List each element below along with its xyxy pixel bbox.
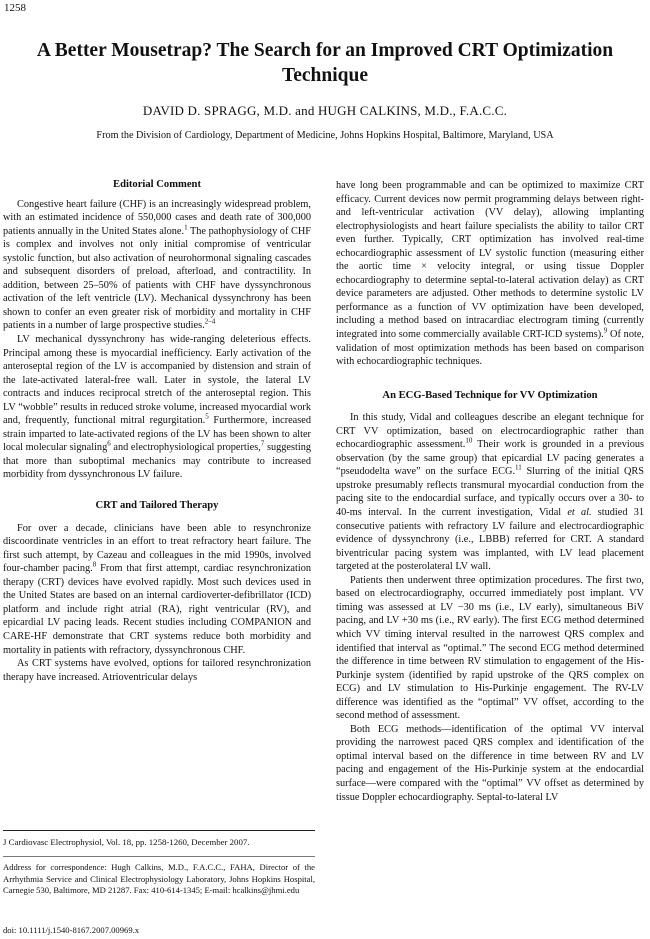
text-run: For over a decade, clinicians have been able to resynchronize discoordinate ventricles in an effort to treat refractory heart failure. The first such attempt, by Cazeau and colleagues in the mid 1990s, involved four-chamber pacing. bbox=[3, 522, 311, 575]
author-affiliation: From the Division of Cardiology, Department of Medicine, Johns Hopkins Hospital, Baltimore, Maryland, USA bbox=[96, 130, 554, 141]
crt-paragraph-1 bbox=[3, 522, 311, 657]
text-run: studied 31 consecutive patients with refractory LV failure and electrocardiographic evidence of dyssynchrony (i.e., LBBB) referred for CRT. A standard biventricular pacing system was implanted, with LV lead placement targeted at the posterolateral LV wall. bbox=[336, 507, 644, 573]
text-run: The pathophysiology of CHF is complex and involves not only initial compromise of ventricular systolic function, but also activation of neurohormonal signaling cascades and subsequent disorders of preload, afterload, and contractility. In addition, between 25–50% of patients with CHF have dyssynchronous activation of the left ventricle (LV). Mechanical dyssynchrony has been shown to confer an even greater risk of morbidity and mortality in CHF patients in a number of large prospective studies. bbox=[3, 225, 311, 332]
reference-marker: 1 bbox=[184, 223, 188, 232]
reference-marker: 2–4 bbox=[204, 318, 216, 327]
section-heading-editorial: Editorial Comment bbox=[113, 179, 201, 190]
text-run: Furthermore, increased strain imparted to late-activated regions of the LV has been shown to alter local molecular signaling bbox=[3, 415, 311, 454]
text-run: As CRT systems have evolved, options for tailored resynchronization therapy have increased. Atrioventricular delays bbox=[3, 658, 311, 683]
text-run: From that first attempt, cardiac resynchronization therapy (CRT) devices have evolved rapidly. Most such devices used in the United States are based on an internal cardioverter-defibrillator (ICD) platform and include right atrial (RA), right ventricular (RV), and epicardial LV pacing leads. Recent studies including COMPANION and CARE-HF demonstrate that CRT systems reduce both morbidity and mortality in patients with refractory, dyssynchronous CHF. bbox=[3, 563, 312, 656]
journal-citation: J Cardiovasc Electrophysiol, Vol. 18, pp. 1258-1260, December 2007. bbox=[3, 837, 250, 847]
editorial-paragraph-1 bbox=[3, 198, 311, 333]
footnote-rule bbox=[3, 830, 315, 831]
ecg-paragraph-3: Both ECG methods—identification of the optimal VV interval providing the narrowest paced QRS complex and identification of the optimal interval based on the difference in time between RV and LV pacing and engagement of the His-Purkinje system at the endocardial surface—were compared with the “optimal” VV offset as determined by tissue Doppler echocardiography. Septal-to-lateral LV bbox=[336, 723, 644, 803]
text-run: Slurring of the initial QRS upstroke presumably reflects transmural myocardial conduction from the pacing site to the endocardial surface, and typically occurs over a 30- to 40-ms interval. In the current investigation, Vidal bbox=[336, 466, 644, 519]
text-run: Of note, validation of most optimization methods has been based on comparison with echocardiographic techniques. bbox=[336, 329, 644, 368]
page-number: 1258 bbox=[4, 2, 26, 14]
reference-marker: 5 bbox=[205, 412, 209, 421]
reference-marker: 8 bbox=[92, 560, 97, 569]
reference-marker: 7 bbox=[260, 439, 265, 448]
crt-paragraph-2-continued bbox=[336, 179, 644, 369]
footnote-rule-secondary bbox=[3, 856, 315, 857]
editorial-paragraph-2 bbox=[3, 333, 311, 482]
reference-marker: 6 bbox=[107, 439, 111, 448]
text-run: Congestive heart failure (CHF) is an increasingly widespread problem, with an estimated incidence of 550,000 cases and death rate of 300,000 patients annually in the United States alone. bbox=[3, 198, 311, 237]
reference-marker: 11 bbox=[515, 463, 522, 472]
section-heading-ecg: An ECG-Based Technique for VV Optimization bbox=[382, 389, 598, 401]
ecg-paragraph-2: Patients then underwent three optimization procedures. The first two, based on electrocardiography, occurred immediately post implant. VV timing was assessed at LV −30 ms (i.e., LV early), simultaneous BiV pacing, and LV +30 ms (i.e., RV early). The first ECG method determined which VV timing interval resulted in the narrowest QRS complex and identified that interval as “optimal.” The second ECG method determined the difference in time between RV stimulation to engagement of the His-Purkinje system (identified by rapid upstroke of the QRS complex on ECG) and LV stimulation to His-Purkinje engagement. The RV-LV difference was identified as the “optimal” VV offset, according to the second method of assessment. bbox=[336, 574, 644, 722]
text-run: and electrophysiological properties, bbox=[110, 442, 261, 454]
crt-paragraph-2-start bbox=[3, 657, 311, 684]
correspondence-address: Address for correspondence: Hugh Calkins, M.D., F.A.C.C., FAHA, Director of the Arrhythmia Service and Clinical Electrophysiology Laboratory, Johns Hopkins Hospital, Carnegie 530, Baltimore, MD 21287. Fax: 410-614-1345; E-mail: hcalkins@jhmi.edu bbox=[3, 862, 315, 895]
footnotes bbox=[3, 830, 315, 896]
doi: doi: 10.1111/j.1540-8167.2007.00969.x bbox=[3, 925, 140, 935]
article-title: A Better Mousetrap? The Search for an Improved CRT Optimization Technique bbox=[36, 40, 614, 86]
reference-marker: 10 bbox=[465, 436, 473, 445]
section-heading-crt: CRT and Tailored Therapy bbox=[95, 500, 219, 512]
text-run: In this study, Vidal and colleagues describe an elegant technique for CRT VV optimization, based on electrocardiographic rather than echocardiographic assessment. bbox=[336, 412, 644, 451]
text-run: suggesting that more than suboptimal mechanics may contribute to increased morbidity from dyssynchronous LV failure. bbox=[3, 442, 311, 481]
left-column bbox=[3, 178, 311, 684]
text-run: have long been programmable and can be optimized to maximize CRT efficacy. Current devices now permit programming delays between right- and left-ventricular activation (VV delay), allowing implanting electrophysiologists and heart failure specialists the ability to tailor CRT even further. Typically, CRT optimization has involved real-time echocardiographic assessment of LV systolic function (measuring either the aortic time × velocity integral, or using tissue Doppler echocardiography to determine septal-to-lateral activation delay) as CRT device parameters are adjusted. Other methods to determine systolic LV performance as a function of VV optimization have been developed, including a method based on intracardiac electrogram timing (currently integrated into some commercially available CRT-ICD systems). bbox=[336, 180, 644, 341]
text-run: Their work is grounded in a previous observation (by the same group) that epicardial LV pacing generates a “pseudodelta wave” on the surface ECG. bbox=[336, 439, 645, 478]
ecg-paragraph-1 bbox=[336, 411, 644, 574]
author-list: DAVID D. SPRAGG, M.D. and HUGH CALKINS, M.D., F.A.C.C. bbox=[142, 103, 508, 118]
right-column bbox=[336, 179, 644, 804]
reference-marker: 9 bbox=[603, 326, 608, 335]
et-al-text: et al. bbox=[567, 507, 592, 519]
text-run: LV mechanical dyssynchrony has wide-ranging deleterious effects. Principal among these is myocardial inefficiency. Early activation of the anteroseptal region of the LV is accompanied by distension and strain of the late-activated lateral-free wall. Later in systole, the lateral LV contracts and induces reciprocal stretch of the anteroseptal region. This LV “wobble” results in reduced stroke volume, increased myocardial work and, frequently, functional mitral regurgitation. bbox=[3, 334, 311, 427]
